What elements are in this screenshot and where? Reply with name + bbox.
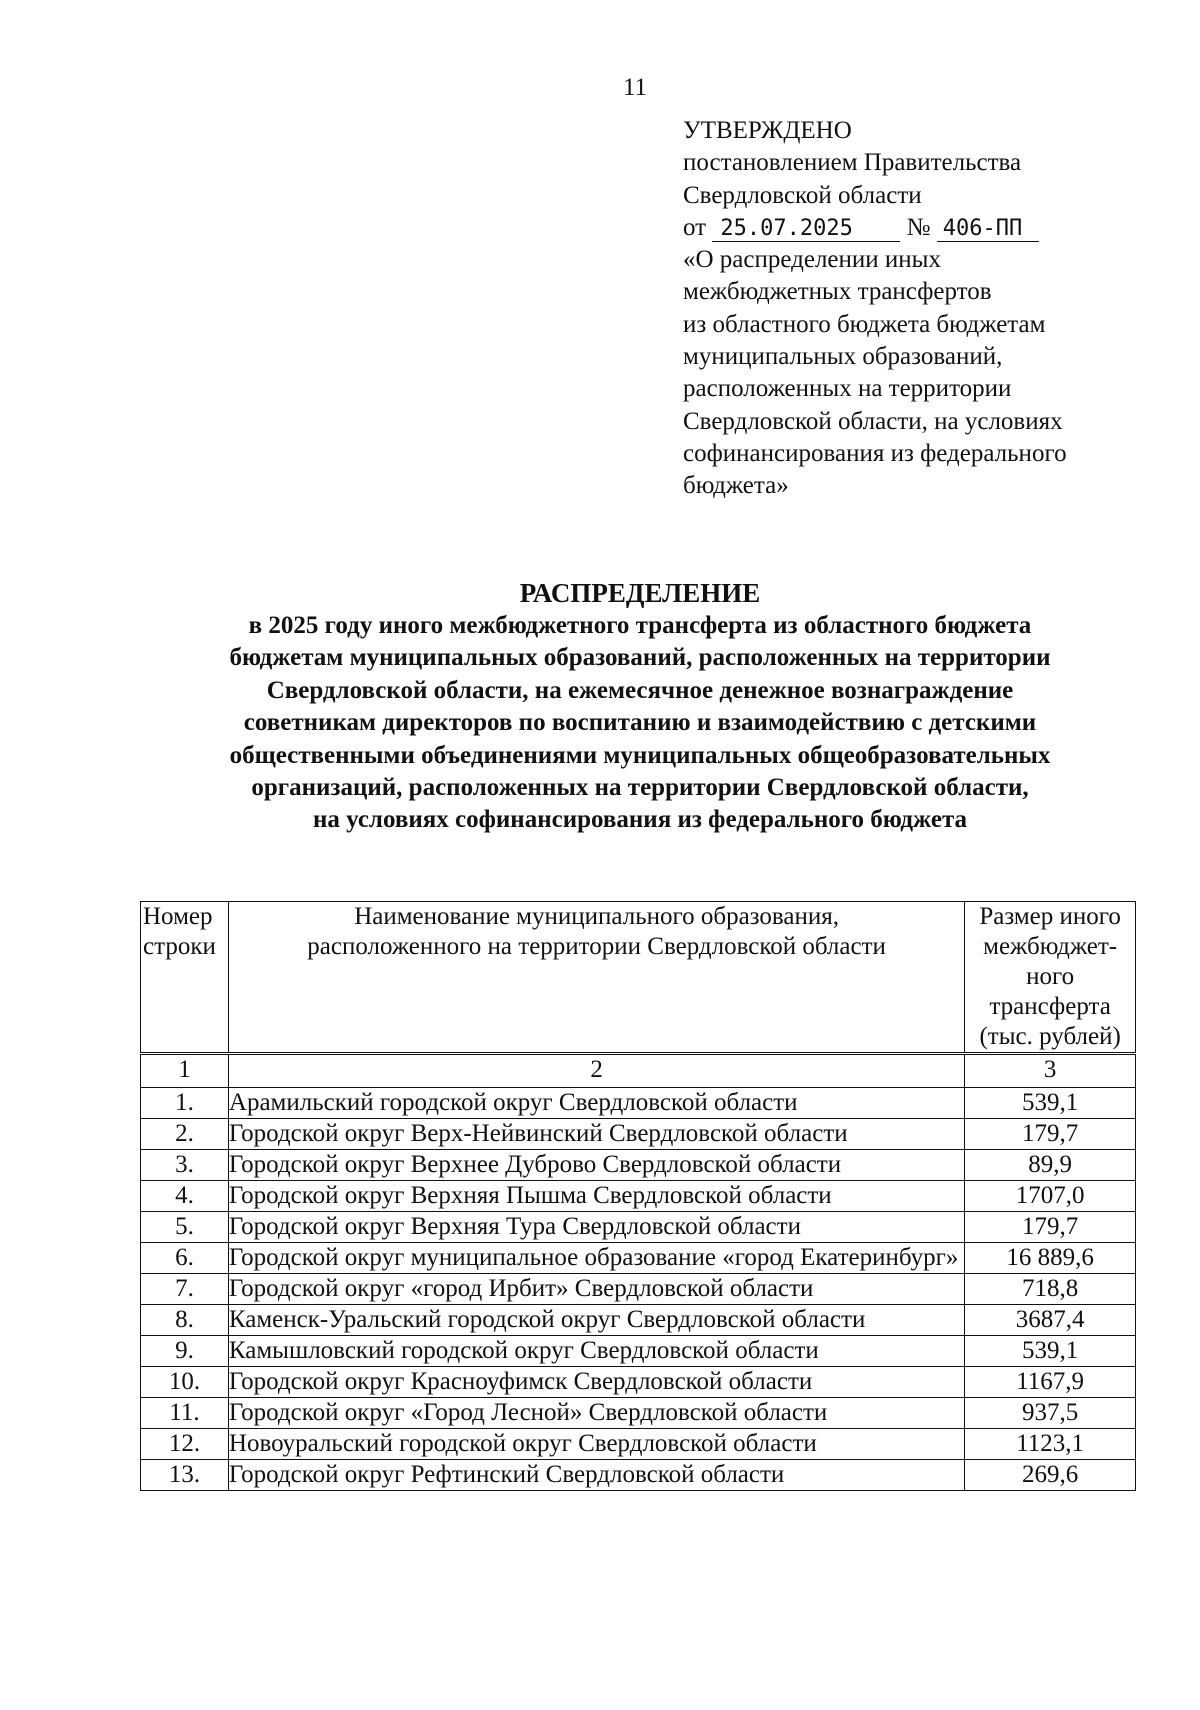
- row-number: 12.: [141, 1429, 229, 1460]
- title-line: организаций, расположенных на территории Свердловской области,: [251, 774, 1029, 802]
- page-number: 11: [622, 74, 648, 101]
- table-row: [141, 1336, 1136, 1367]
- title-line: Свердловской области, на ежемесячное денежное вознаграждение: [266, 676, 1014, 704]
- approval-title-line: из областного бюджета бюджетам: [683, 310, 1046, 338]
- header-transfer-amount: Размер иного межбюджет- ного трансферта (тыс. рублей): [965, 902, 1136, 1054]
- row-number: 6.: [141, 1243, 229, 1274]
- row-number: 9.: [141, 1336, 229, 1367]
- approval-title-line: муниципальных образований,: [683, 343, 1003, 371]
- table-body: [141, 1088, 1136, 1491]
- municipality-name: Камышловский городской округ Свердловской области: [228, 1336, 964, 1367]
- approval-authority: Свердловской области: [683, 181, 922, 209]
- transfer-amount: 1123,1: [965, 1429, 1136, 1460]
- distribution-table: [140, 901, 1136, 1491]
- approval-date: 25.07.2025: [712, 216, 900, 242]
- municipality-name: Каменск-Уральский городской округ Свердловской области: [228, 1305, 964, 1336]
- transfer-amount: 539,1: [965, 1088, 1136, 1119]
- row-number: 2.: [141, 1119, 229, 1150]
- table-row: [141, 1243, 1136, 1274]
- municipality-name: Городской округ Верхнее Дуброво Свердловской области: [228, 1150, 964, 1181]
- municipality-name: Городской округ «Город Лесной» Свердловской области: [228, 1398, 964, 1429]
- table-row: [141, 1119, 1136, 1150]
- municipality-name: Городской округ муниципальное образование «город Екатеринбург»: [228, 1243, 964, 1274]
- transfer-amount: 179,7: [965, 1119, 1136, 1150]
- municipality-name: Городской округ Рефтинский Свердловской области: [228, 1460, 964, 1491]
- row-number: 8.: [141, 1305, 229, 1336]
- approval-title-line: бюджета»: [683, 472, 789, 500]
- municipality-name: Городской округ «город Ирбит» Свердловской области: [228, 1274, 964, 1305]
- table-row: [141, 1429, 1136, 1460]
- row-number: 3.: [141, 1150, 229, 1181]
- approval-block: [683, 115, 1183, 503]
- table-row: [141, 1367, 1136, 1398]
- approval-title-line: софинансирования из федерального: [683, 439, 1067, 467]
- transfer-amount: 269,6: [965, 1460, 1136, 1491]
- approval-title-line: «О распределении иных: [683, 246, 941, 274]
- row-number: 13.: [141, 1460, 229, 1491]
- table-row: [141, 1460, 1136, 1491]
- header-row-number: Номер строки: [141, 902, 229, 1054]
- column-number-1: 1: [141, 1054, 229, 1088]
- approval-title: [683, 244, 1183, 502]
- title-subtitle: [130, 610, 1150, 837]
- table-row: [141, 1181, 1136, 1212]
- title-line: на условиях софинансирования из федерального бюджета: [312, 806, 968, 834]
- municipality-name: Городской округ Верхняя Тура Свердловской области: [228, 1212, 964, 1243]
- column-number-2: 2: [228, 1054, 964, 1088]
- transfer-amount: 16 889,6: [965, 1243, 1136, 1274]
- column-number-row: [141, 1054, 1136, 1088]
- transfer-amount: 937,5: [965, 1398, 1136, 1429]
- approval-title-line: расположенных на территории: [683, 375, 1012, 403]
- table-row: [141, 1150, 1136, 1181]
- title-heading: РАСПРЕДЕЛЕНИЕ: [519, 578, 761, 608]
- approval-resolution: постановлением Правительства: [683, 149, 1022, 177]
- row-number: 11.: [141, 1398, 229, 1429]
- approval-stamp: УТВЕРЖДЕНО: [683, 117, 852, 144]
- row-number: 5.: [141, 1212, 229, 1243]
- document-title: [130, 576, 1150, 837]
- header-municipality: Наименование муниципального образования, расположенного на территории Свердловской области: [228, 902, 964, 1054]
- row-number: 10.: [141, 1367, 229, 1398]
- approval-date-line: [683, 212, 1183, 244]
- title-line: общественными объединениями муниципальных общеобразовательных: [229, 741, 1051, 769]
- transfer-amount: 89,9: [965, 1150, 1136, 1181]
- municipality-name: Городской округ Верхняя Пышма Свердловской области: [228, 1181, 964, 1212]
- table-row: [141, 1305, 1136, 1336]
- transfer-amount: 718,8: [965, 1274, 1136, 1305]
- municipality-name: Арамильский городской округ Свердловской области: [228, 1088, 964, 1119]
- number-prefix: №: [906, 213, 931, 241]
- transfer-amount: 3687,4: [965, 1305, 1136, 1336]
- transfer-amount: 179,7: [965, 1212, 1136, 1243]
- municipality-name: Городской округ Красноуфимск Свердловской области: [228, 1367, 964, 1398]
- row-number: 1.: [141, 1088, 229, 1119]
- row-number: 4.: [141, 1181, 229, 1212]
- title-line: бюджетам муниципальных образований, расположенных на территории: [229, 644, 1051, 672]
- table-row: [141, 1398, 1136, 1429]
- table-header-row: [141, 902, 1136, 1054]
- municipality-name: Новоуральский городской округ Свердловской области: [228, 1429, 964, 1460]
- title-line: советникам директоров по воспитанию и взаимодействию с детскими: [243, 709, 1037, 737]
- date-prefix: от: [683, 213, 707, 241]
- table-row: [141, 1274, 1136, 1305]
- approval-title-line: Свердловской области, на условиях: [683, 407, 1063, 435]
- row-number: 7.: [141, 1274, 229, 1305]
- transfer-amount: 1707,0: [965, 1181, 1136, 1212]
- municipality-name: Городской округ Верх-Нейвинский Свердловской области: [228, 1119, 964, 1150]
- table-row: [141, 1212, 1136, 1243]
- title-line: в 2025 году иного межбюджетного трансферта из областного бюджета: [248, 612, 1032, 639]
- table-row: [141, 1088, 1136, 1119]
- transfer-amount: 1167,9: [965, 1367, 1136, 1398]
- approval-title-line: межбюджетных трансфертов: [683, 278, 992, 306]
- column-number-3: 3: [965, 1054, 1136, 1088]
- transfer-amount: 539,1: [965, 1336, 1136, 1367]
- approval-number: 406-ПП: [937, 216, 1039, 242]
